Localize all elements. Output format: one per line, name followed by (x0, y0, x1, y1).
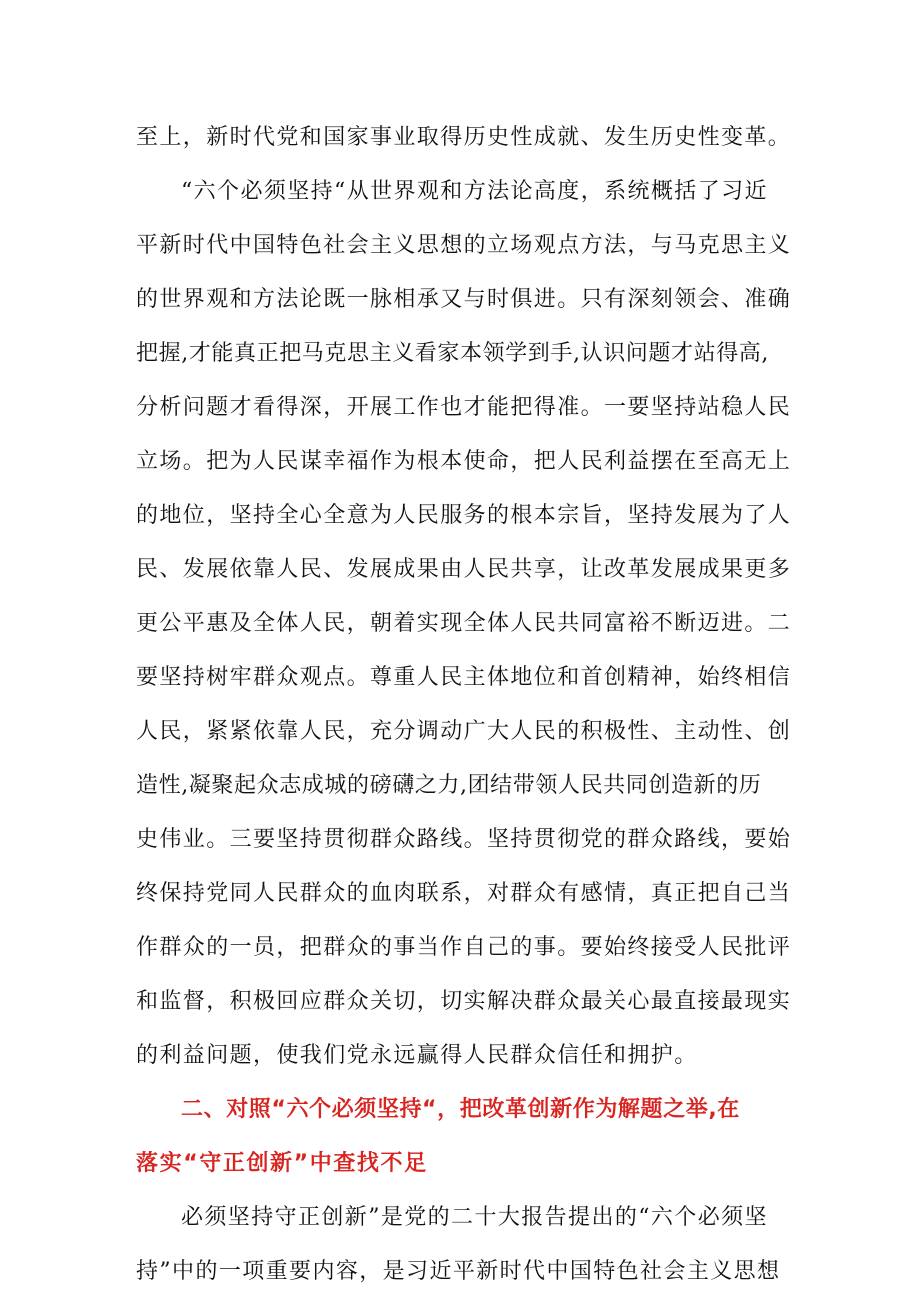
body-line: 的地位，坚持全心全意为人民服务的根本宗旨，坚持发展为了人 (136, 503, 792, 528)
section-heading-line: 二、对照“六个必须坚持“，把改革创新作为解题之举,在 (181, 1097, 740, 1122)
body-line: 的世界观和方法论既一脉相承又与时俱进。只有深刻领会、准确 (136, 287, 792, 312)
body-line: 把握,才能真正把马克思主义看家本领学到手,认识问题才站得高, (136, 341, 769, 366)
body-line: 人民，紧紧依靠人民，充分调动广大人民的积极性、主动性、创 (136, 719, 792, 744)
body-line: 造性,凝聚起众志成城的磅礴之力,团结带领人民共同创造新的历 (136, 773, 762, 798)
body-line: 和监督，积极回应群众关切，切实解决群众最关心最直接最现实 (136, 989, 792, 1014)
body-line: 民、发展依靠人民、发展成果由人民共享，让改革发展成果更多 (136, 557, 792, 582)
section-heading-line: 落实“守正创新”中查找不足 (136, 1151, 428, 1176)
body-line: 作群众的一员，把群众的事当作自己的事。要始终接受人民批评 (136, 935, 792, 960)
body-line: 立场。把为人民谋幸福作为根本使命，把人民利益摆在至高无上 (136, 449, 792, 474)
body-line: 至上，新时代党和国家事业取得历史性成就、发生历史性变革。 (136, 125, 792, 150)
body-line: 更公平惠及全体人民，朝着实现全体人民共同富裕不断迈进。二 (136, 611, 792, 636)
body-line: 平新时代中国特色社会主义思想的立场观点方法，与马克思主义 (136, 233, 792, 258)
body-line: 终保持党同人民群众的血肉联系，对群众有感情，真正把自己当 (136, 881, 792, 906)
body-line: 必须坚持守正创新”是党的二十大报告提出的“六个必须坚 (181, 1205, 768, 1230)
body-line: 持”中的一项重要内容，是习近平新时代中国特色社会主义思想 (136, 1259, 781, 1284)
body-line: 的利益问题，使我们党永远赢得人民群众信任和拥护。 (136, 1043, 698, 1068)
body-line: 史伟业。三要坚持贯彻群众路线。坚持贯彻党的群众路线，要始 (136, 827, 792, 852)
body-line: 分析问题才看得深，开展工作也才能把得准。一要坚持站稳人民 (136, 395, 792, 420)
body-line: “六个必须坚持“从世界观和方法论高度，系统概括了习近 (181, 179, 768, 204)
body-line: 要坚持树牢群众观点。尊重人民主体地位和首创精神，始终相信 (136, 665, 792, 690)
